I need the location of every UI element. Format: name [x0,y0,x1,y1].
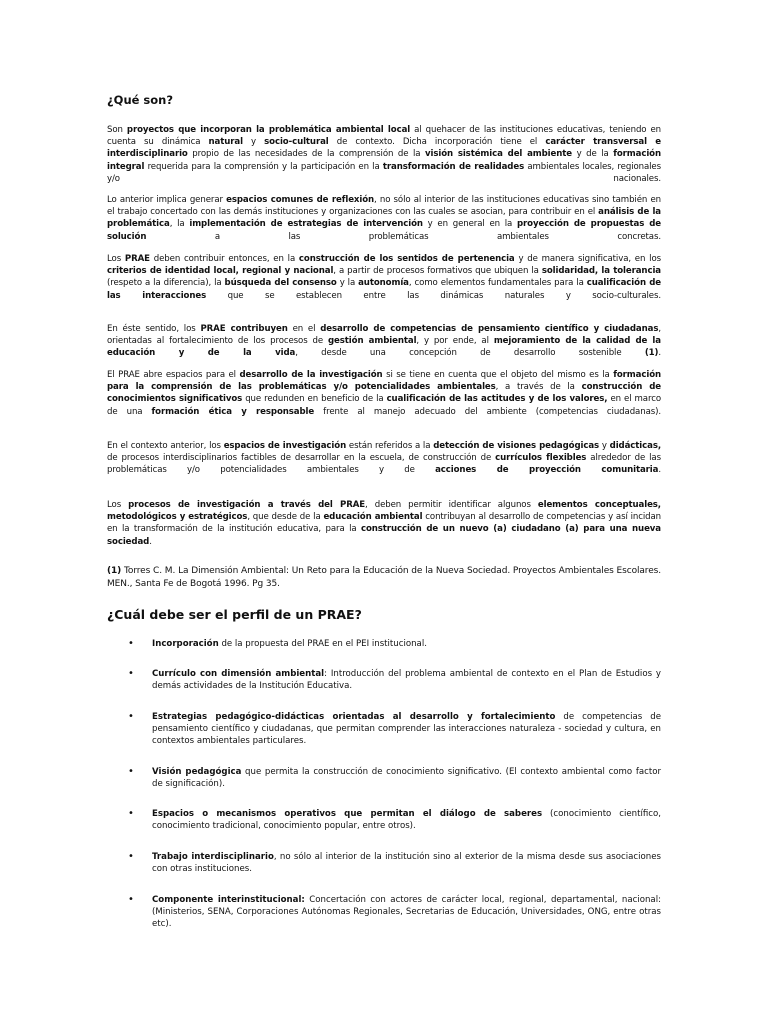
bold-phrase: desarrollo de competencias de pensamiento científico y ciudadanas [320,324,659,334]
bullet-icon: • [128,808,134,819]
list-item-text: Currículo con dimensión ambiental: Introducción del problema ambiental de contexto en el Plan de Estudios y demás actividades de la Institución Educativa. [152,669,661,692]
bold-phrase: proyectos que incorporan la problemática ambiental local [126,125,411,135]
bold-phrase: detección de visiones pedagógicas [433,441,600,451]
bullet-icon: • [128,894,134,905]
list-item [107,851,661,875]
bold-phrase: (1) [644,348,659,359]
bold-phrase: didácticas, [609,441,662,451]
bold-phrase: criterios de identidad local, regional y nacional [107,266,334,277]
bold-phrase: mejoramiento de la calidad de la educación y de la vida [107,336,661,359]
list-item [107,638,661,650]
bold-phrase: implementación de estrategias de intervención [189,219,423,230]
bold-phrase: visión sistémica del ambiente [424,149,573,160]
bold-phrase: Incorporación [152,639,219,649]
bold-phrase: análisis de la problemática [107,207,661,230]
bold-phrase: cualificación de las interacciones [107,278,661,301]
list-item [107,766,661,790]
bold-phrase: Componente interinstitucional: [152,895,305,905]
list-item-text: Trabajo interdisciplinario, no sólo al interior de la institución sino al exterior de la misma desde sus asociaciones con otras instituciones. [152,852,661,875]
list-item [107,894,661,931]
bold-phrase: proyección de propuestas de solución [107,219,662,242]
bullet-icon: • [128,638,134,649]
paragraph-definition: Son proyectos que incorporan la problemática ambiental local al quehacer de las instituciones educativas, teniendo en cuenta su dinámica natural y socio-cultural de contexto. Dicha incorporación tiene el carácter transversal e interdisciplinario propio de las necesidades de la comprensión de la visión sistémica del ambiente y de la formación integral requerida para la comprensión y la participación en la transformación de realidades ambientales locales, regionales y/o nacionales. [107,125,662,184]
bold-phrase: PRAE [124,254,150,264]
bold-phrase: elementos conceptuales, metodológicos y estratégicos [107,500,661,523]
list-item [107,668,661,692]
paragraph-research-processes: Los procesos de investigación a través del PRAE, deben permitir identificar algunos elementos conceptuales, metodológicos y estratégicos, que desde de la educación ambiental contribuyan al desarrollo de competencias y así incidan en la transformación de la institución educativa, para la construcción de un nuevo (a) ciudadano (a) para una nueva sociedad. [107,500,661,547]
list-item-text: Espacios o mecanismos operativos que permitan el diálogo de saberes (conocimiento científico, conocimiento tradicional, conocimiento popular, entre otros). [152,809,661,832]
bold-phrase: autonomía [358,278,409,289]
list-item [107,711,661,748]
list-item [107,808,661,832]
bold-phrase: solidaridad, la tolerancia [541,266,661,277]
bold-phrase: construcción de un nuevo (a) ciudadano (a) para una nueva sociedad [107,524,661,547]
bold-phrase: espacios de investigación [223,441,347,451]
bullet-icon: • [128,766,134,777]
bullet-icon: • [128,711,134,722]
bold-phrase: Trabajo interdisciplinario [152,852,274,862]
bold-phrase: formación para la comprensión de las problemáticas y/o potencialidades ambientales [107,370,662,393]
bullet-icon: • [128,851,134,862]
list-item-text: Componente interinstitucional: Concertación con actores de carácter local, regional, departamental, nacional: (Ministerios, SENA, Corporaciones Autónomas Regionales, Secretarias de Educación, Universidades, ONG, entre otras etc). [152,895,661,930]
bold-phrase: educación ambiental [323,512,423,523]
bold-phrase: Estrategias pedagógico-didácticas orientadas al desarrollo y fortalecimiento [152,712,556,722]
list-item-text: Estrategias pedagógico-didácticas orientadas al desarrollo y fortalecimiento de competencias de pensamiento científico y ciudadanas, que permitan comprender las interacciones naturaleza - sociedad y cultura, en contextos ambientales particulares. [152,712,661,747]
footnote-reference: (1) Torres C. M. La Dimensión Ambiental: Un Reto para la Educación de la Nueva Sociedad. Proyectos Ambientales Escolares. MEN., Santa Fe de Bogotá 1996. Pg 35. [107,566,661,589]
list-item-text: Visión pedagógica que permita la construcción de conocimiento significativo. (El contexto ambiental como factor de significación). [152,767,661,790]
bold-phrase: construcción de los sentidos de pertenencia [298,254,515,264]
bold-phrase: carácter transversal e interdisciplinario [107,137,662,160]
bold-phrase: acciones de proyección comunitaria [435,465,659,476]
bold-phrase: Espacios o mecanismos operativos que permitan el diálogo de saberes [152,809,543,819]
bold-phrase: espacios comunes de reflexión [226,195,375,205]
bullet-icon: • [128,668,134,679]
bold-phrase: transformación de realidades [382,161,525,172]
bold-phrase: Currículo con dimensión ambiental [152,669,325,679]
bold-phrase: currículos flexibles [495,453,587,464]
paragraph-research: El PRAE abre espacios para el desarrollo de la investigación si se tiene en cuenta que el objeto del mismo es la formación para la comprensión de las problemáticas y/o potencialidades ambientales, a través de la construcción de conocimientos significativos que redunden en beneficio de la cualificación de las actitudes y de los valores, en el marco de una formación ética y responsable frente al manejo adecuado del ambiente (competencias ciudadanas). [107,370,662,417]
bold-phrase: Visión pedagógica [152,767,242,777]
bold-phrase: PRAE contribuyen [200,324,288,334]
bold-phrase: procesos de investigación a través del PRAE [128,500,366,510]
bold-phrase: cualificación de las actitudes y de los valores, [386,394,608,405]
bold-phrase: desarrollo de la investigación [239,370,383,380]
bold-phrase: construcción de conocimientos significativos [107,382,662,405]
bold-phrase: formación integral [107,149,661,172]
bold-phrase: (1) [107,566,122,576]
heading-profile: ¿Cuál debe ser el perfil de un PRAE? [107,607,362,622]
paragraph-research-spaces: En el contexto anterior, los espacios de investigación están referidos a la detección de visiones pedagógicas y didácticas, de procesos interdisciplinarios factibles de desarrollar en la escuela, de construcción de currículos flexibles alrededor de las problemáticas y/o potencialidades ambientales y de acciones de proyección comunitaria. [107,441,662,476]
heading-what-are-they: ¿Qué son? [107,93,174,107]
bold-phrase: formación ética y responsable [151,406,315,417]
paragraph-belonging: Los PRAE deben contribuir entonces, en la construcción de los sentidos de pertenencia y de manera significativa, en los criterios de identidad local, regional y nacional, a partir de procesos formativos que ubiquen la solidaridad, la tolerancia (respeto a la diferencia), la búsqueda del consenso y la autonomía, como elementos fundamentales para la cualificación de las interacciones que se establecen entre las dinámicas naturales y socio-culturales. [107,254,661,301]
bold-phrase: natural [208,137,243,148]
bold-phrase: gestión ambiental [328,336,417,347]
list-item-text: Incorporación de la propuesta del PRAE en el PEI institucional. [152,639,427,649]
paragraph-competencies: En éste sentido, los PRAE contribuyen en el desarrollo de competencias de pensamiento científico y ciudadanas, orientadas al fortalecimiento de los procesos de gestión ambiental, y por ende, al mejoramiento de la calidad de la educación y de la vida, desde una concepción de desarrollo sostenible (1). [107,324,662,359]
paragraph-reflection-spaces: Lo anterior implica generar espacios comunes de reflexión, no sólo al interior de las instituciones educativas sino también en el trabajo concertado con las demás instituciones y organizaciones con las cuales se asocian, para contribuir en el análisis de la problemática, la implementación de estrategias de intervención y en general en la proyección de propuestas de solución a las problemáticas ambientales concretas. [107,195,662,242]
bold-phrase: búsqueda del consenso [224,278,337,289]
bold-phrase: socio-cultural [264,137,329,148]
